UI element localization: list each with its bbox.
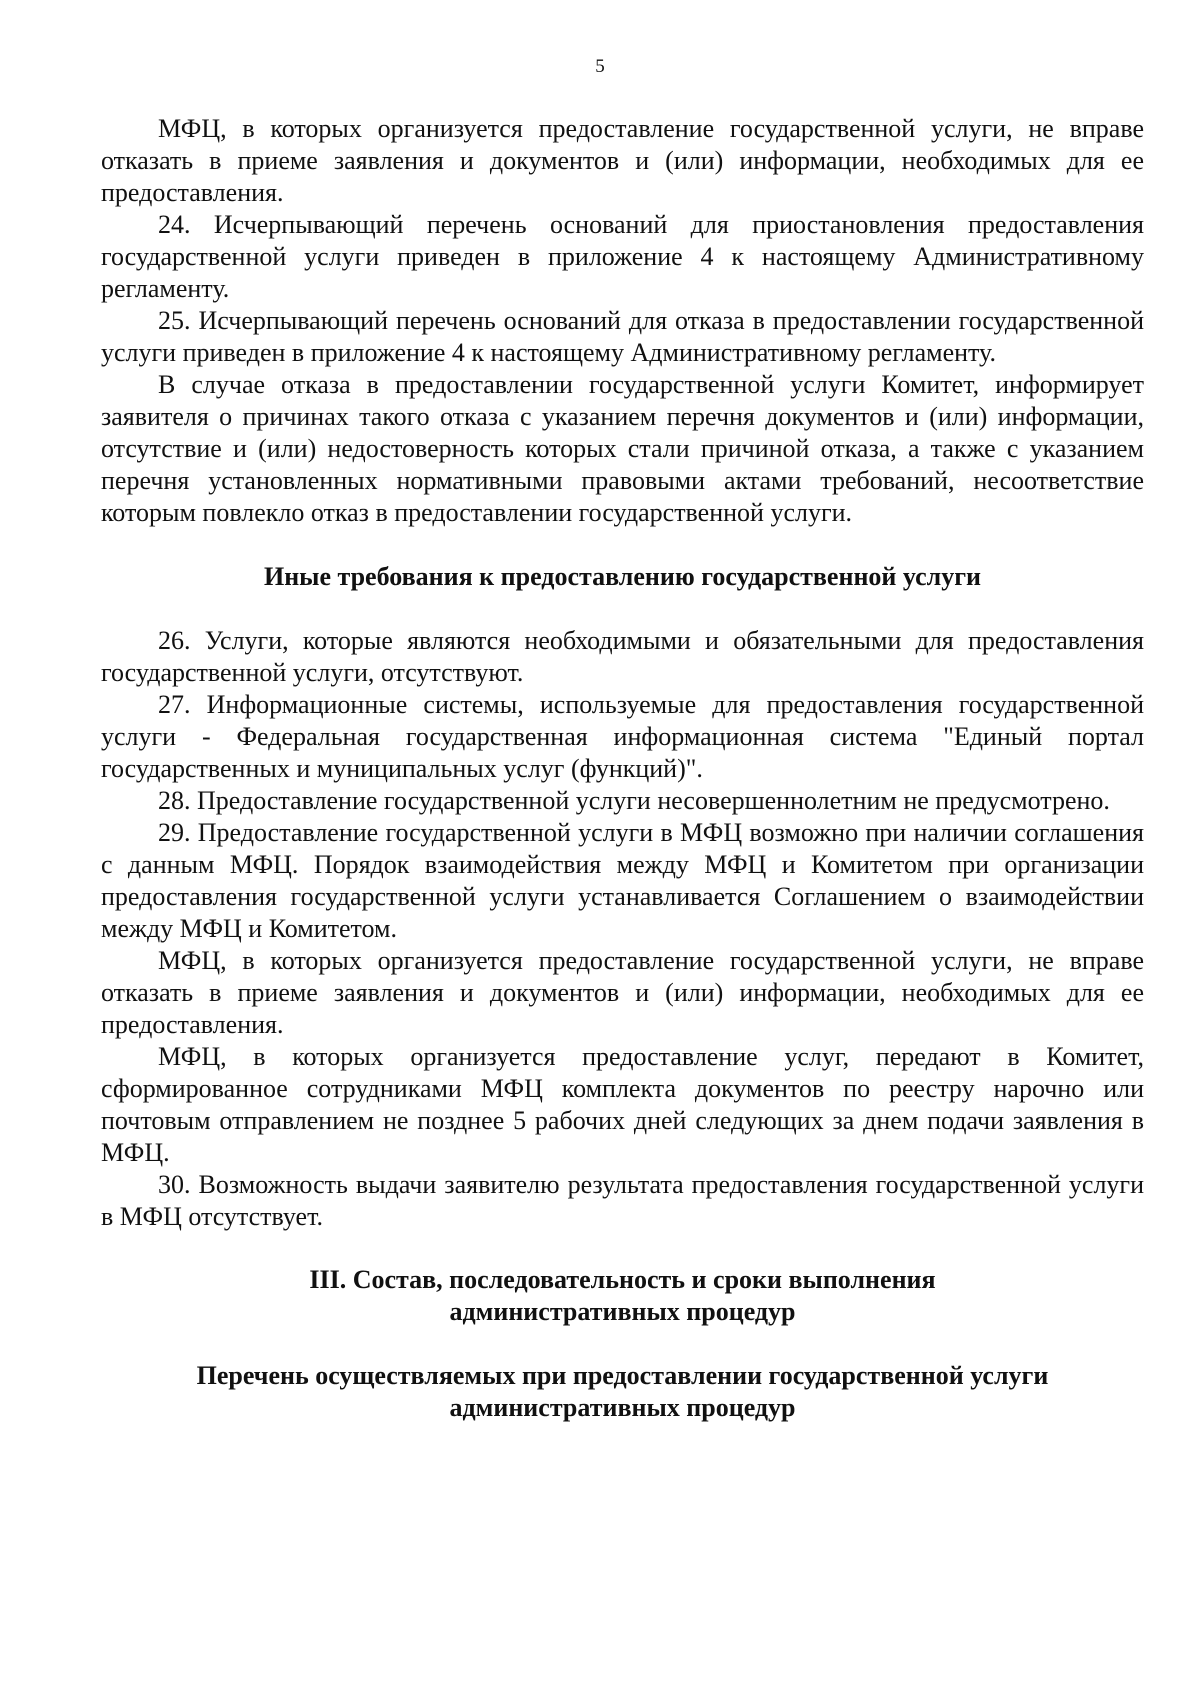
paragraph-24-suspension-grounds: 24. Исчерпывающий перечень оснований для приостановления предоставления государственной услуги приведен в приложение 4 к настоящему Административному регламенту. [101, 210, 1144, 303]
heading-section-iii-line-1: III. Состав, последовательность и сроки выполнения [309, 1265, 936, 1294]
paragraph-26-necessary-services: 26. Услуги, которые являются необходимыми и обязательными для предоставления государственной услуги, отсутствуют. [101, 626, 1144, 687]
page-number: 5 [595, 56, 605, 77]
heading-procedures-list-line-2: административных процедур [449, 1393, 796, 1422]
heading-procedures-list-line-1: Перечень осуществляемых при предоставлении государственной услуги [196, 1361, 1049, 1390]
paragraph-mfc-refusal-prohibited: МФЦ, в которых организуется предоставление государственной услуги, не вправе отказать в приеме заявления и документов и (или) информации, необходимых для ее предоставления. [101, 114, 1144, 207]
paragraph-29-mfc-agreement: 29. Предоставление государственной услуги в МФЦ возможно при наличии соглашения с данным МФЦ. Порядок взаимодействия между МФЦ и Комитетом при организации предоставления государственной услуги устанавливается Соглашением о взаимодействии между МФЦ и Комитетом. [101, 818, 1144, 943]
paragraph-mfc-refusal-prohibited-repeat: МФЦ, в которых организуется предоставление государственной услуги, не вправе отказать в приеме заявления и документов и (или) информации, необходимых для ее предоставления. [101, 946, 1144, 1039]
document-body [101, 113, 1144, 1424]
heading-section-iii-line-2: административных процедур [449, 1297, 796, 1326]
paragraph-refusal-notification: В случае отказа в предоставлении государственной услуги Комитет, информирует заявителя о причинах такого отказа с указанием перечня документов и (или) информации, отсутствие и (или) недостоверность которых стали причиной отказа, а также с указанием перечня установленных нормативными правовыми актами требований, несоответствие которым повлекло отказ в предоставлении государственной услуги. [101, 370, 1144, 527]
heading-procedures-list [101, 1360, 1144, 1424]
heading-other-requirements: Иные требования к предоставлению государственной услуги [263, 562, 982, 591]
paragraph-27-information-systems: 27. Информационные системы, используемые для предоставления государственной услуги - Федеральная государственная информационная система "Единый портал государственных и муниципальных услуг (функций)". [101, 690, 1144, 783]
paragraph-mfc-document-transfer: МФЦ, в которых организуется предоставление услуг, передают в Комитет, сформированное сотрудниками МФЦ комплекта документов по реестру нарочно или почтовым отправлением не позднее 5 рабочих дней следующих за днем подачи заявления в МФЦ. [101, 1042, 1144, 1167]
paragraph-30-result-issuance: 30. Возможность выдачи заявителю результата предоставления государственной услуги в МФЦ отсутствует. [101, 1170, 1144, 1231]
heading-section-iii [101, 1264, 1144, 1328]
paragraph-28-minors: 28. Предоставление государственной услуги несовершеннолетним не предусмотрено. [158, 786, 1110, 815]
paragraph-25-refusal-grounds: 25. Исчерпывающий перечень оснований для отказа в предоставлении государственной услуги приведен в приложение 4 к настоящему Административному регламенту. [101, 306, 1144, 367]
